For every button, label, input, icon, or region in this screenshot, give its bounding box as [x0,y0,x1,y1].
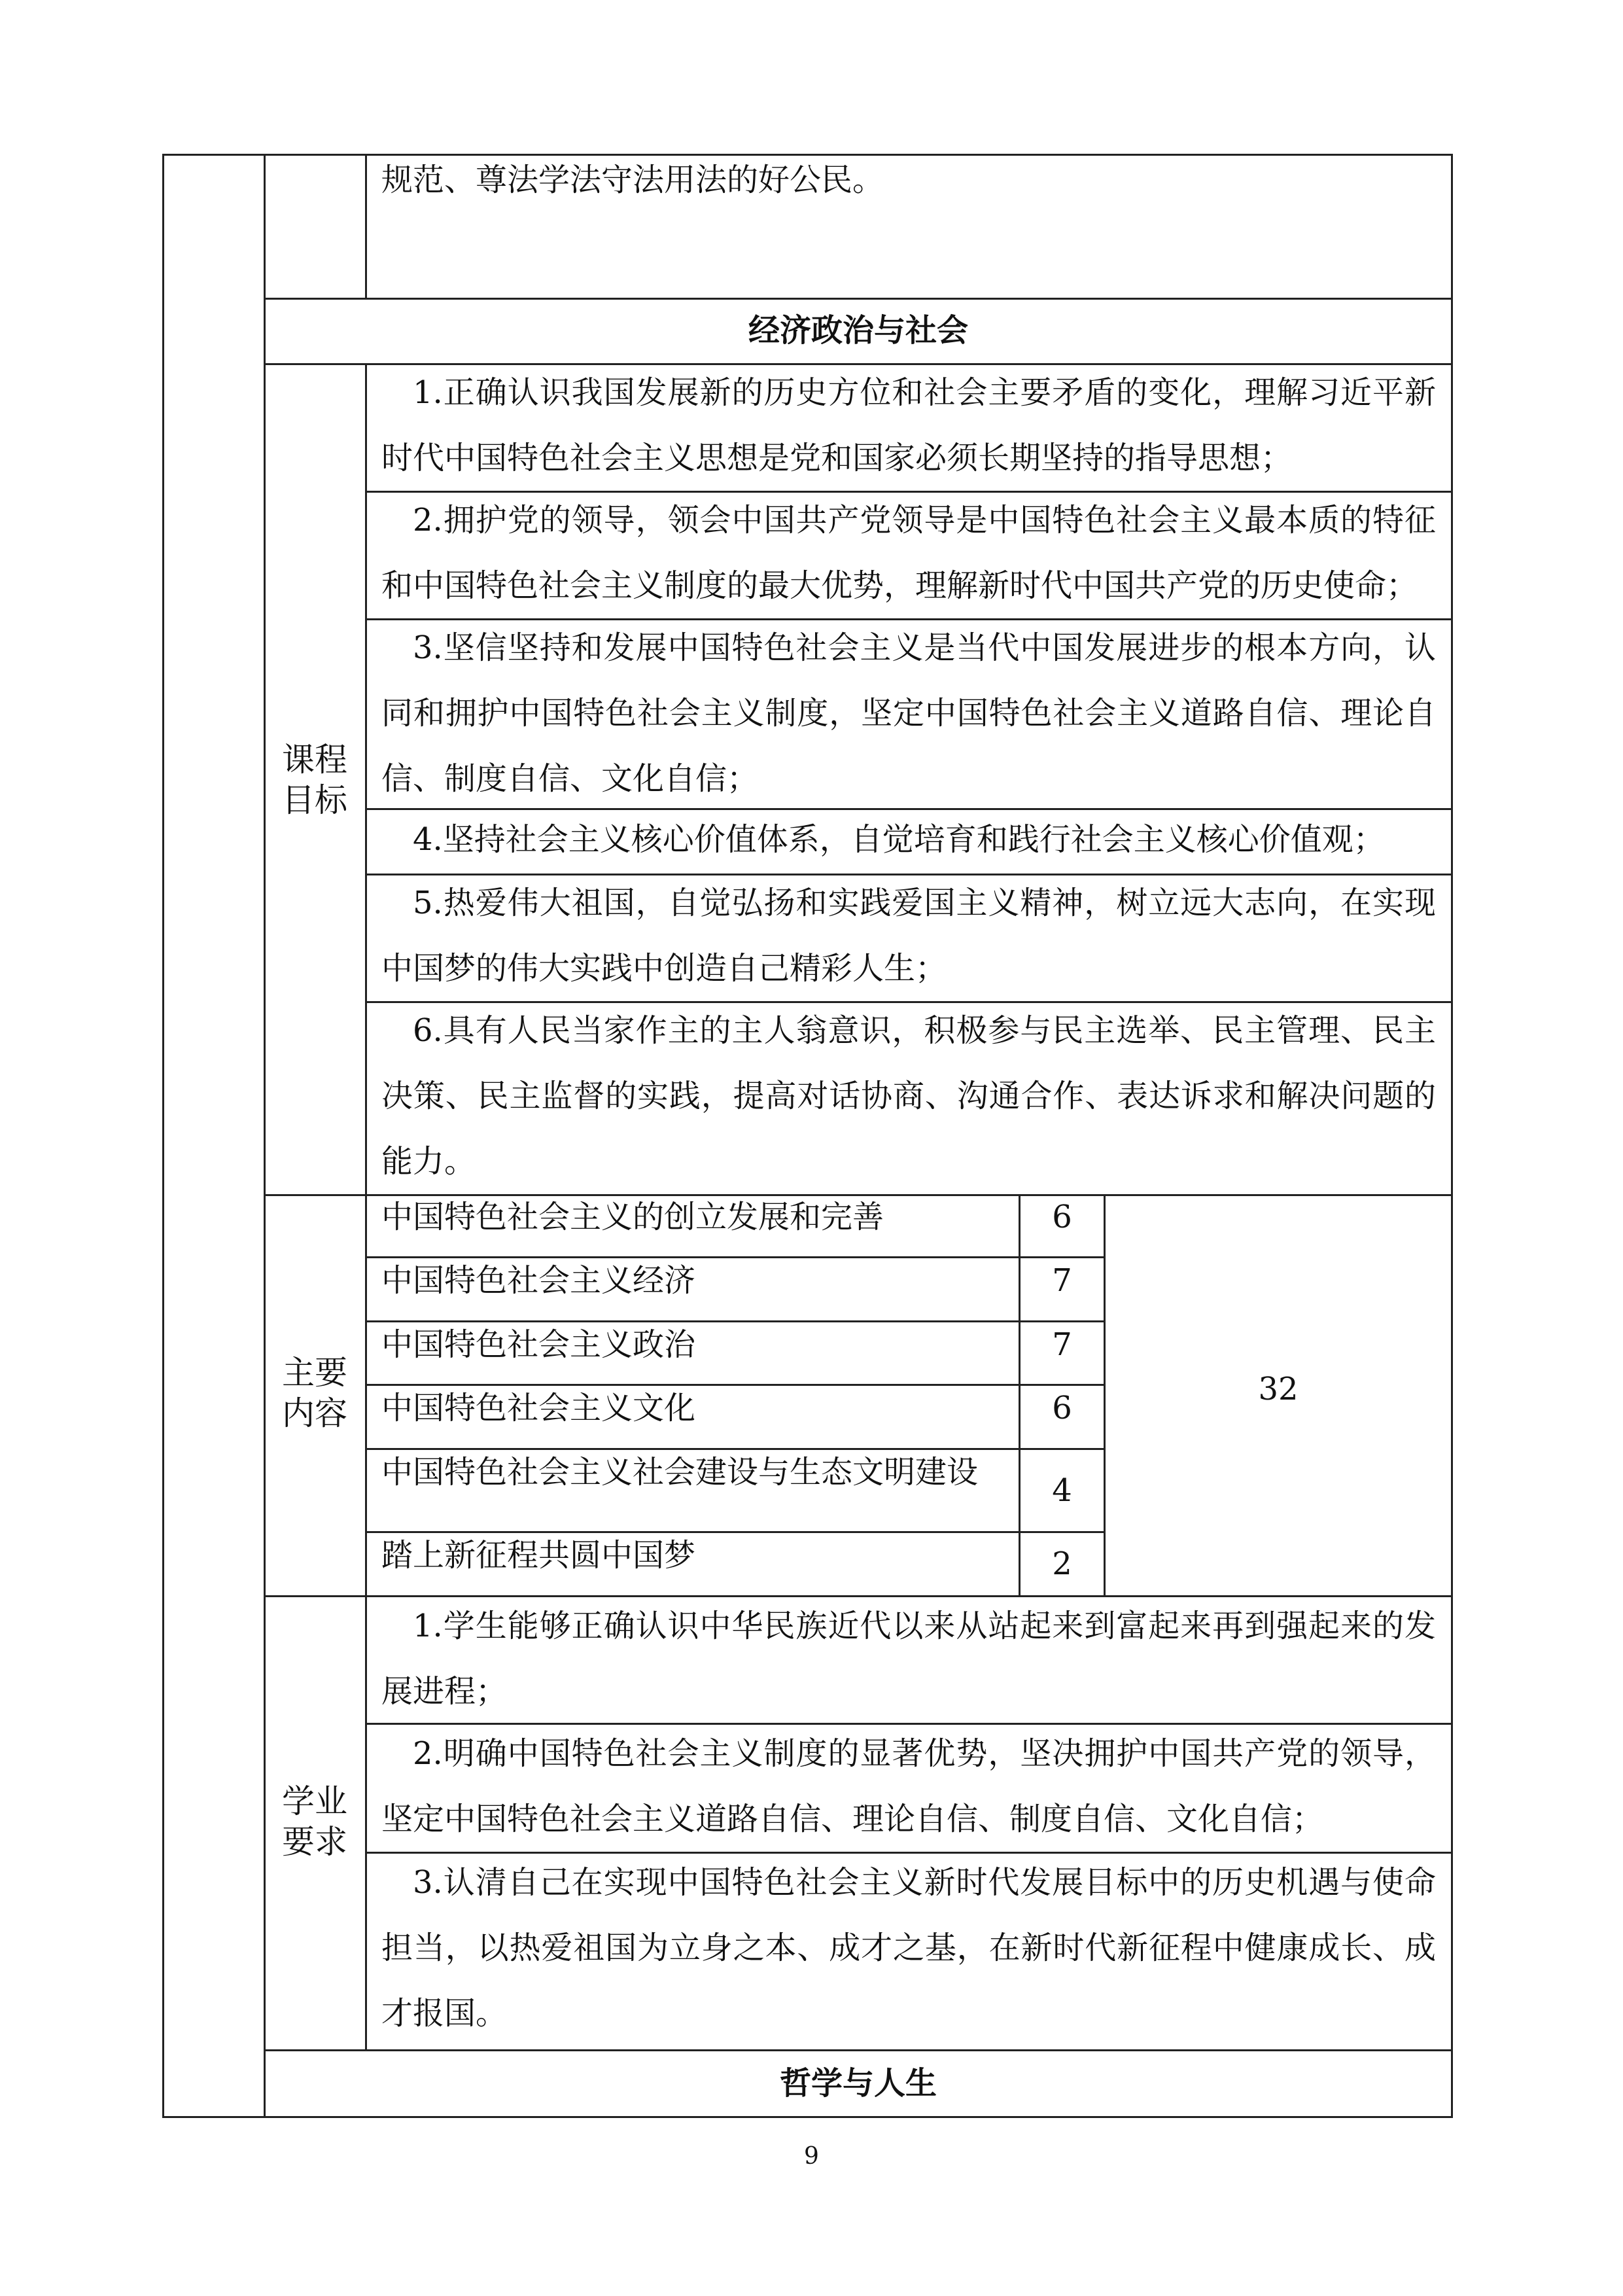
section-title-economics: 经济政治与社会 [748,312,968,349]
course-goal-item: 6.具有人民当家作主的主人翁意识，积极参与民主选举、民主管理、民主决策、民主监督的实践，提高对话协商、沟通合作、表达诉求和解决问题的能力。 [381,1012,1436,1180]
content-topic: 中国特色社会主义经济 [381,1262,696,1299]
course-goals-label: 课程目标 [282,741,347,819]
content-topic: 中国特色社会主义的创立发展和完善 [381,1199,884,1235]
content-topic: 中国特色社会主义政治 [381,1326,696,1363]
content-topic: 踏上新征程共圆中国梦 [381,1537,696,1574]
course-goal-item: 5.热爱伟大祖国，自觉弘扬和实践爱国主义精神，树立远大志向，在实现中国梦的伟大实践中创造自己精彩人生； [381,885,1436,987]
content-hours: 7 [1052,1262,1072,1299]
table-border-bottom [162,2116,1453,2118]
content-hours: 6 [1052,1390,1072,1426]
requirement-item: 1.学生能够正确认识中华民族近代以来从站起来到富起来再到强起来的发展进程； [381,1608,1436,1710]
table-border-left [162,154,164,2118]
content-hours: 4 [1052,1472,1072,1509]
requirement-item: 3.认清自己在实现中国特色社会主义新时代发展目标中的历史机遇与使命担当，以热爱祖国为立身之本、成才之基，在新时代新征程中健康成长、成才报国。 [381,1864,1436,2032]
content-total-hours: 32 [1258,1371,1299,1407]
content-hours: 7 [1052,1326,1072,1363]
course-goal-item: 2.拥护党的领导，领会中国共产党领导是中国特色社会主义最本质的特征和中国特色社会主义制度的最大优势，理解新时代中国共产党的历史使命； [381,502,1436,604]
column-divider-sub [365,154,367,299]
course-goal-item: 4.坚持社会主义核心价值体系，自觉培育和践行社会主义核心价值观； [413,821,1385,858]
content-hours: 6 [1052,1199,1072,1235]
requirement-item: 2.明确中国特色社会主义制度的显著优势，坚决拥护中国共产党的领导，坚定中国特色社会主义道路自信、理论自信、制度自信、文化自信； [381,1735,1436,1837]
course-goal-item: 3.坚信坚持和发展中国特色社会主义是当代中国发展进步的根本方向，认同和拥护中国特色社会主义制度，坚定中国特色社会主义道路自信、理论自信、制度自信、文化自信； [381,629,1436,797]
table-border-right [1451,154,1453,2118]
page-number: 9 [804,2143,819,2170]
continuation-text: 规范、尊法学法守法用法的好公民。 [381,162,884,198]
column-divider-sub [365,363,367,2049]
content-topic: 中国特色社会主义社会建设与生态文明建设 [381,1454,979,1491]
main-content-label: 主要内容 [282,1354,347,1432]
academic-requirements-label: 学业要求 [282,1782,347,1861]
course-goal-item: 1.正确认识我国发展新的历史方位和社会主要矛盾的变化，理解习近平新时代中国特色社会主义思想是党和国家必须长期坚持的指导思想； [381,374,1436,476]
section-title-philosophy: 哲学与人生 [779,2065,937,2102]
content-hours: 2 [1052,1545,1072,1582]
content-topic: 中国特色社会主义文化 [381,1390,696,1426]
